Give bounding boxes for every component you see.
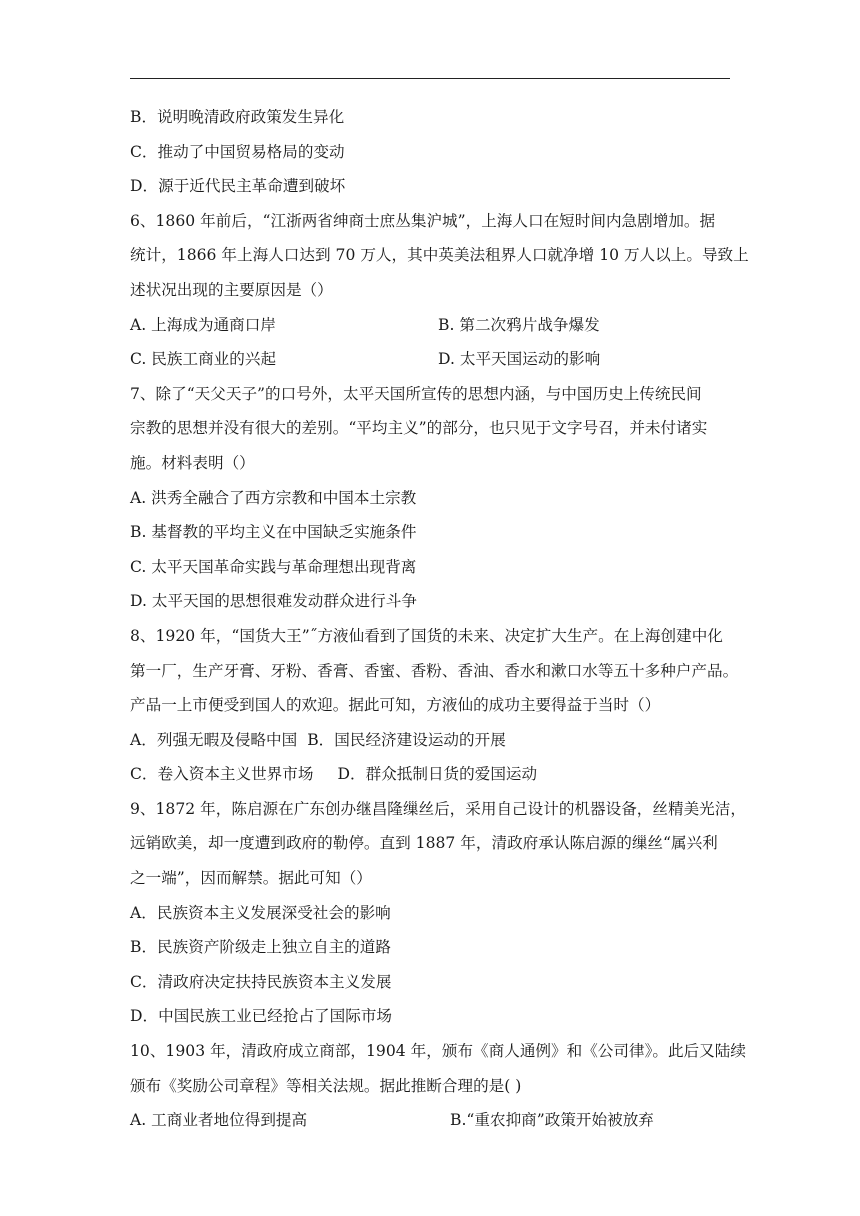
q6-stem-line-1: 6、1860 年前后，“江浙两省绅商士庶丛集沪城”，上海人口在短时间内急剧增加。据	[130, 211, 716, 230]
q6-option-b: B. 第二次鸦片战争爆发	[438, 315, 600, 334]
q10-options-row-1	[130, 1103, 735, 1138]
q7-option-a: A. 洪秀全融合了西方宗教和中国本土宗教	[130, 488, 417, 507]
q8-options-row-1	[130, 723, 735, 758]
q8-stem-line-3: 产品一上市便受到国人的欢迎。据此可知，方液仙的成功主要得益于当时（）	[130, 696, 661, 715]
q7-option-b: B. 基督教的平均主义在中国缺乏实施条件	[130, 523, 417, 542]
q10-stem-line-1: 10、1903 年，清政府成立商部，1904 年，颁布《商人通例》和《公司律》。此后又陆续	[130, 1042, 746, 1061]
q9-option-a: A．民族资本主义发展深受社会的影响	[130, 903, 391, 922]
q9-stem-line-1: 9、1872 年，陈启源在广东创办继昌隆缫丝后，采用自己设计的机器设备，丝精美光洁，	[130, 799, 746, 818]
q8-option-b: B．国民经济建设运动的开展	[307, 730, 506, 749]
q5-option-c: C．推动了中国贸易格局的变动	[130, 142, 345, 161]
q10-option-b: B.“重农抑商”政策开始被放弃	[450, 1111, 654, 1130]
q10-option-a: A. 工商业者地位得到提高	[130, 1111, 308, 1130]
q6-option-a: A. 上海成为通商口岸	[130, 315, 276, 334]
q6-stem-line-2: 统计，1866 年上海人口达到 70 万人，其中英美法租界人口就净增 10 万人以上。导致上	[130, 246, 749, 265]
q6-options-row-2	[130, 342, 735, 377]
q10-stem-line-2: 颁布《奖励公司章程》等相关法规。据此推断合理的是( )	[130, 1076, 522, 1095]
question-content	[130, 100, 749, 1138]
q8-option-c: C．卷入资本主义世界市场	[130, 765, 314, 784]
q9-option-b: B．民族资产阶级走上独立自主的道路	[130, 938, 391, 957]
q9-option-c: C．清政府决定扶持民族资本主义发展	[130, 972, 392, 991]
q5-option-d: D．源于近代民主革命遭到破坏	[130, 177, 346, 196]
q7-stem-line-2: 宗教的思想并没有很大的差别。“平均主义”的部分，也只见于文字号召，并未付诸实	[130, 419, 708, 438]
q9-stem-line-3: 之一端”，因而解禁。据此可知（）	[130, 869, 372, 888]
q7-stem-line-3: 施。材料表明（）	[130, 453, 255, 472]
q8-option-a: A．列强无暇及侵略中国	[130, 730, 298, 749]
q7-option-d: D. 太平天国的思想很难发动群众进行斗争	[130, 592, 417, 611]
q6-option-c: C. 民族工商业的兴起	[130, 350, 277, 369]
q8-stem-line-2: 第一厂，生产牙膏、牙粉、香膏、香蜜、香粉、香油、香水和漱口水等五十多种户产品。	[130, 661, 739, 680]
q8-options-row-2	[130, 757, 735, 792]
q9-stem-line-2: 远销欧美，却一度遭到政府的勒停。直到 1887 年，清政府承认陈启源的缫丝“属兴利	[130, 834, 718, 853]
q7-option-c: C. 太平天国革命实践与革命理想出现背离	[130, 557, 417, 576]
q7-stem-line-1: 7、除了“天父天子”的口号外，太平天国所宣传的思想内涵，与中国历史上传统民间	[130, 384, 702, 403]
q9-option-d: D．中国民族工业已经抢占了国际市场	[130, 1007, 393, 1026]
q6-option-d: D. 太平天国运动的影响	[438, 350, 601, 369]
q6-stem-line-3: 述状况出现的主要原因是（）	[130, 280, 333, 299]
q6-options-row-1	[130, 308, 735, 343]
q5-option-b: B．说明晚清政府政策发生异化	[130, 108, 345, 126]
q8-option-d: D．群众抵制日货的爱国运动	[337, 765, 538, 784]
header-rule	[130, 78, 730, 79]
q8-stem-line-1: 8、1920 年，“国货大王”˝方液仙看到了国货的未来、决定扩大生产。在上海创建中化	[130, 626, 723, 645]
